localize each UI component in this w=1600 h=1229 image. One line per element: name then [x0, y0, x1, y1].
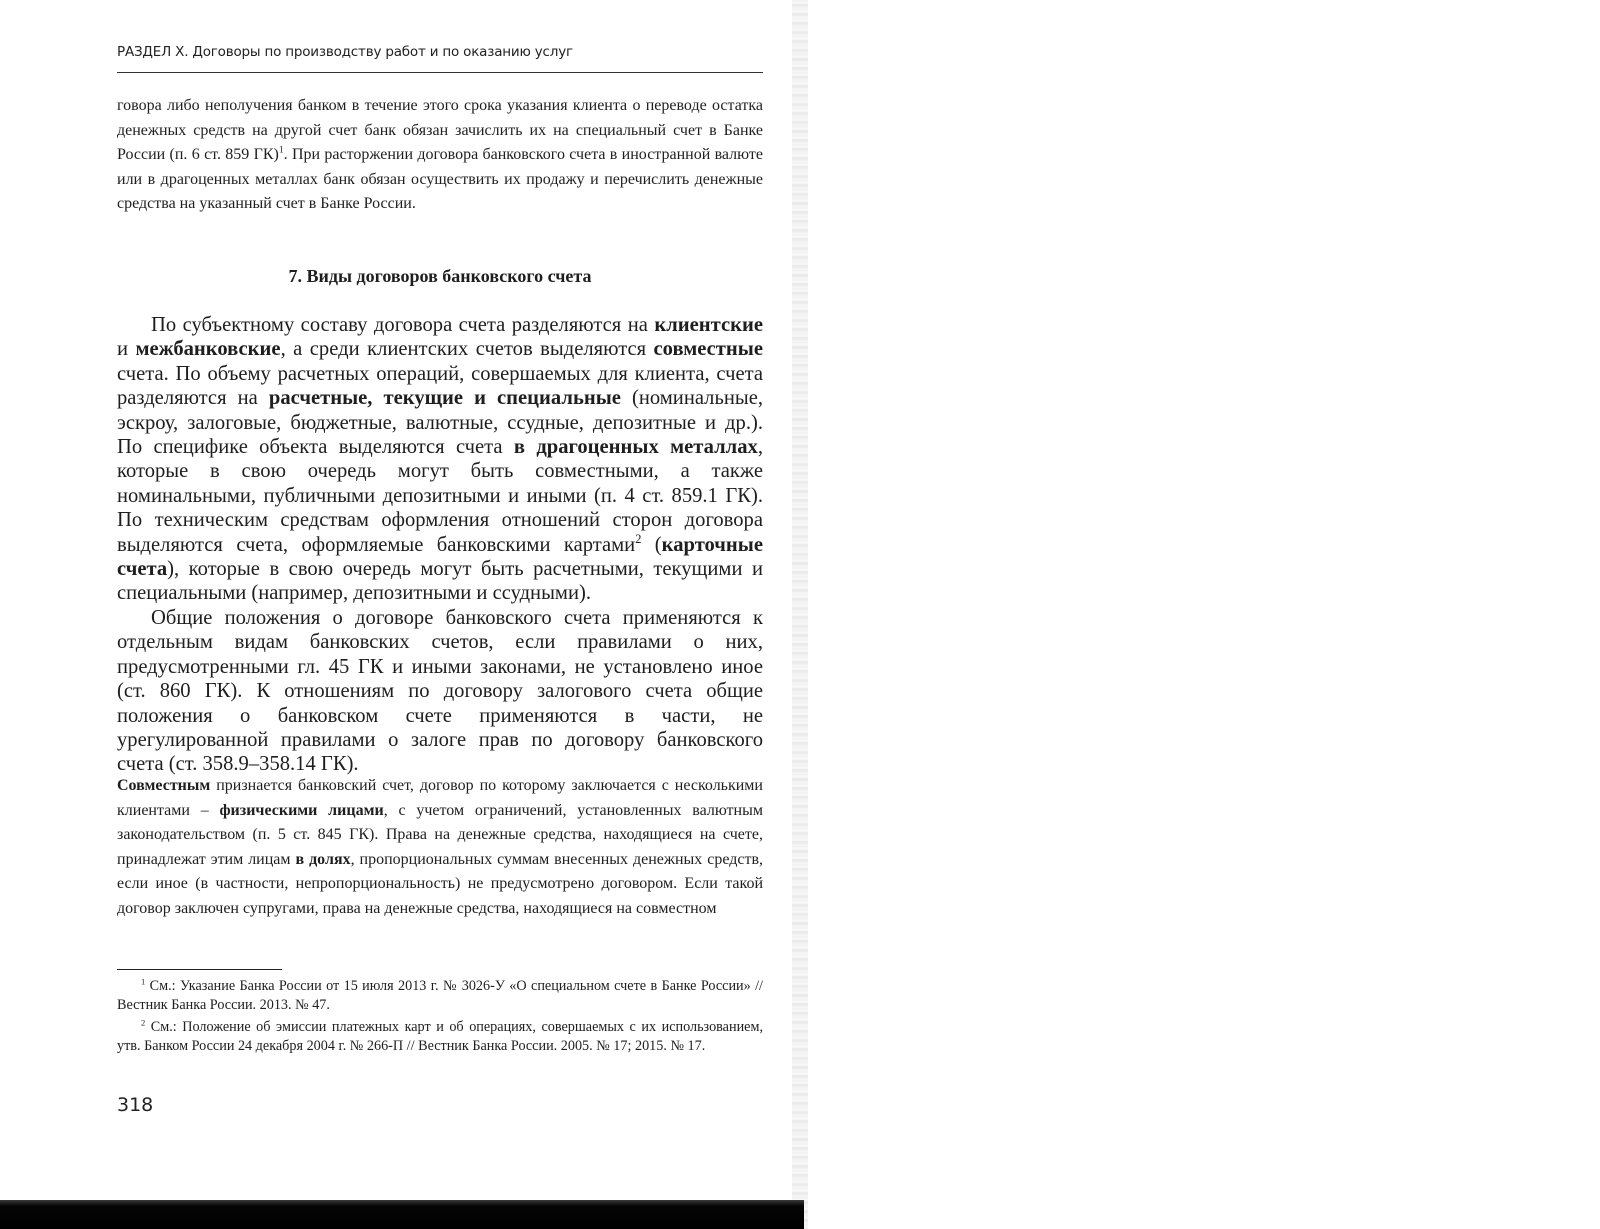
- footnote-1: $^1$ См.: Указание Банка России от 15 июля 2013 г. № 3026-У «О специальном счете в Банке России» // Вестник Банка России. 2013. № 47.: [117, 976, 763, 1014]
- footnotes: [117, 977, 763, 1059]
- scan-edge: [792, 0, 808, 1229]
- paragraph-joint-account: Совместным признается банковский счет, договор по которому заключается с несколькими клиентами – физическими лицами, с учетом ограничений, установленных валютным законодательством (п. 5 ст. 845 ГК). Права на денежные средства, находящиеся на счете, принадлежат этим лицам в долях, пропорциональных суммам внесенных денежных средств, если иное (в частности, непропорциональность) не предусмотрено договором. Если такой договор заключен супругами, права на денежные средства, находящиеся на совместном: [117, 777, 764, 917]
- paragraph-general-provisions: Общие положения о договоре банковского счета применяются к отдельным видам банковских счетов, если правилами о них, предусмотренными гл. 45 ГК и иными законами, не установлено иное (ст. 860 ГК). К отношениям по договору залогового счета общие положения о банковском счете применяются в части, не урегулированной правилами о залоге прав по договору банковского счета (ст. 358.9–358.14 ГК).: [117, 606, 763, 776]
- section-title: 7. Виды договоров банковского счета: [288, 266, 592, 286]
- footnote-ref-2[interactable]: 2: [635, 531, 642, 546]
- footnote-rule: [117, 969, 282, 970]
- blank-facing-area: [800, 0, 1600, 1229]
- running-head: РАЗДЕЛ X. Договоры по производству работ и по оказанию услуг: [117, 44, 573, 60]
- header-rule: [117, 72, 763, 73]
- intro-paragraph: говора либо неполучения банком в течение этого срока указания клиента о переводе остатка денежных средств на другой счет банк обязан зачислить их на специальный счет в Банке России (п. 6 ст. 859 ГК)$^1$. При расторжении договора банковского счета в иностранной валюте или в драгоценных металлах банк обязан осуществить их продажу и перечислить денежные средства на указанный счет в Банке России.: [117, 97, 763, 213]
- footnote-2: $^2$ См.: Положение об эмиссии платежных карт и об операциях, совершаемых с их использованием, утв. Банком России 24 декабря 2004 г. № 266-П // Вестник Банка России. 2005. № 17; 2015. № 17.: [117, 1017, 763, 1055]
- page-number: 318: [117, 1094, 154, 1116]
- paragraph-account-types: По субъектному составу договора счета разделяются на клиентские и межбанковские, а среди клиентских счетов выделяются совместные счета. По объему расчетных операций, совершаемых для клиента, счета разделяются на расчетные, текущие и специальные (номинальные, эскроу, залоговые, бюджетные, валютные, ссудные, депозитные и др.). По специфике объекта выделяются счета в драгоценных металлах, которые в свою очередь могут быть совместными, а также номинальными, публичными депозитными и иными (п. 4 ст. 859.1 ГК). По техническим средствам оформления отношений сторон договора выделяются счета, оформляемые банковскими картами$^2$ (карточные счета), которые в свою очередь могут быть расчетными, текущими и специальными (например, депозитными и ссудными).: [117, 314, 764, 605]
- footnote-ref-1[interactable]: 1: [278, 144, 284, 156]
- scan-bottom-shadow: [0, 1200, 804, 1229]
- main-text: [117, 313, 763, 777]
